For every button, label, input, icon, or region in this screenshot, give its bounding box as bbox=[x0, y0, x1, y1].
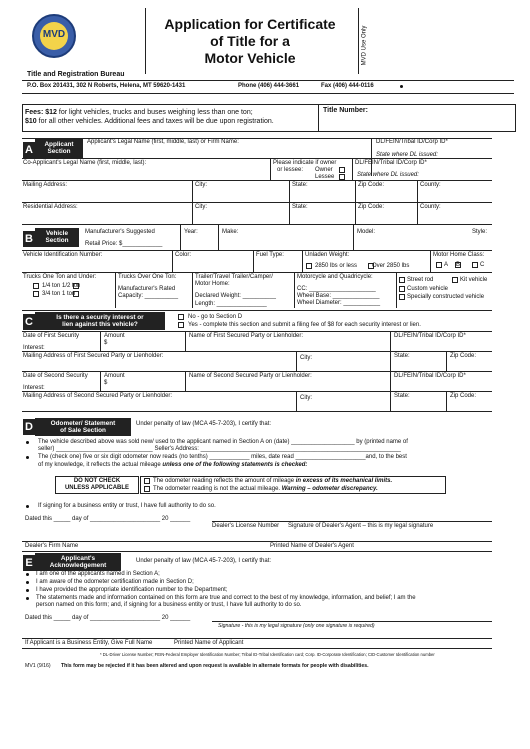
mvd-seal bbox=[32, 14, 76, 58]
title-number-label: Title Number: bbox=[323, 107, 368, 114]
first-lienholder-city-field[interactable]: City: bbox=[300, 355, 312, 361]
mailing-address-field[interactable]: Mailing Address: bbox=[23, 182, 68, 188]
business-authority-d: If signing for a business entity or trust, I have full authority to do so. bbox=[38, 503, 216, 509]
applicant-dated-field[interactable]: Dated this _____ day of _____________________ 20 ______ bbox=[25, 615, 191, 621]
first-lienholder-name-field[interactable]: Name of First Secured Party or Lienholder: bbox=[189, 333, 304, 339]
section-d-letter: D bbox=[23, 419, 35, 435]
color-field[interactable]: Color: bbox=[175, 252, 192, 258]
bureau-phone: Phone (406) 444-3661 bbox=[238, 83, 300, 89]
make-field[interactable]: Make: bbox=[222, 229, 239, 235]
wheel-base-field[interactable]: Wheel Base: ______________ bbox=[297, 293, 380, 299]
state-dl-issued-field[interactable]: State where DL issued: bbox=[376, 152, 438, 158]
lien-yes-checkbox[interactable] bbox=[178, 322, 184, 328]
year-field[interactable]: Year: bbox=[184, 229, 198, 235]
mailing-zip-field[interactable]: Zip Code: bbox=[358, 182, 385, 188]
section-b-label: Vehicle Section bbox=[35, 228, 79, 247]
section-a-label: Applicant Section bbox=[35, 139, 83, 158]
co-state-dl-field[interactable]: State where DL issued: bbox=[357, 172, 419, 178]
class-a-checkbox[interactable] bbox=[436, 262, 442, 268]
cc-field[interactable]: CC: ____________________ bbox=[297, 286, 376, 292]
second-lienholder-mail-field[interactable]: Mailing Address of Second Secured Party or Lienholder: bbox=[23, 393, 173, 399]
fees-line-2: $10 for all other vehicles. Additional fees and taxes will be due upon registration. bbox=[25, 118, 274, 125]
second-lienholder-dl-field[interactable]: DL/FEIN/Tribal ID/Corp ID* bbox=[394, 373, 466, 379]
unladen-weight-label: Unladen Weight: bbox=[305, 252, 350, 258]
section-d-perjury: Under penalty of law (MCA 45-7-203), I certify that: bbox=[136, 421, 272, 427]
not-actual-mileage-checkbox[interactable] bbox=[144, 486, 150, 492]
first-lienholder-dl-field[interactable]: DL/FEIN/Tribal ID/Corp ID* bbox=[394, 333, 466, 339]
trucks-one-ton-label: Trucks One Ton and Under: bbox=[23, 274, 97, 280]
lessee-label: Lessee bbox=[315, 174, 335, 180]
residential-state-field[interactable]: State: bbox=[292, 204, 308, 210]
msrp-label: Manufacturer's Suggested bbox=[85, 229, 155, 235]
motorcycle-label: Motorcycle and Quadricycle: bbox=[297, 274, 373, 280]
bureau-name: Title and Registration Bureau bbox=[27, 71, 125, 78]
ack-item-2: I am aware of the odometer certification made in Section D; bbox=[36, 579, 194, 585]
co-applicant-name-field[interactable]: Co-Applicant's Legal Name (first, middle, last): bbox=[23, 160, 147, 166]
applicant-legal-name-field[interactable]: Applicant's Legal Name (first, middle, last) or Firm Name: bbox=[87, 139, 239, 145]
first-amount-field[interactable]: Amount bbox=[104, 333, 125, 339]
section-d-label: Odometer/ Statement of Sale Section bbox=[35, 418, 131, 436]
residential-county-field[interactable]: County: bbox=[420, 204, 441, 210]
custom-vehicle-checkbox[interactable] bbox=[399, 286, 405, 292]
mailing-state-field[interactable]: State: bbox=[292, 182, 308, 188]
section-b-letter: B bbox=[23, 231, 35, 247]
bureau-address: P.O. Box 201431, 302 N Roberts, Helena, MT 59620-1431 bbox=[27, 83, 186, 89]
length-field[interactable]: Length: _______________ bbox=[195, 301, 267, 307]
excess-mileage-label: The odometer reading reflects the amount of mileage in excess of its mechanical limits. bbox=[153, 478, 393, 484]
form-title: Application for Certificate of Title for a Motor Vehicle bbox=[164, 16, 336, 66]
mvd-use-only: MVD Use Only bbox=[361, 25, 368, 66]
wheel-diameter-field[interactable]: Wheel Diameter: ___________ bbox=[297, 300, 381, 306]
not-actual-mileage-label: The odometer reading is not the actual mileage. Warning – odometer discrepancy. bbox=[153, 486, 378, 492]
residential-zip-field[interactable]: Zip Code: bbox=[358, 204, 385, 210]
dealer-license-label: Dealer's License Number bbox=[212, 523, 280, 529]
sale-statement-line-1: The vehicle described above was sold new/ used to the applicant named in Section A on (date) ___________________ by (printed name of bbox=[38, 439, 408, 445]
applicant-signature-label: Signature - this is my legal signature (only one signature is required) bbox=[218, 623, 375, 629]
section-e-label: Applicant's Acknowledgement bbox=[35, 553, 121, 571]
ack-item-4-cont: person named on this form; and, if signing for a business entity or trust, I have full authority to do so. bbox=[36, 602, 302, 608]
declared-weight-field[interactable]: Declared Weight: __________ bbox=[195, 293, 276, 299]
first-lienholder-state-field[interactable]: State: bbox=[394, 353, 410, 359]
first-lienholder-mail-field[interactable]: Mailing Address of First Secured Party or Lienholder: bbox=[23, 353, 164, 359]
class-b-checkbox[interactable]: B bbox=[456, 262, 461, 268]
dealer-signature-label: Signature of Dealer's Agent – this is my legal signature bbox=[288, 523, 434, 529]
applicant-printed-label: Printed Name of Applicant bbox=[174, 640, 244, 646]
mailing-city-field[interactable]: City: bbox=[195, 182, 207, 188]
ack-item-1: I am one of the applicants named in Section A; bbox=[36, 571, 160, 577]
retail-price-field[interactable]: Retail Price: $____________ bbox=[85, 241, 163, 247]
second-lienholder-name-field[interactable]: Name of Second Secured Party or Lienholder: bbox=[189, 373, 312, 379]
ack-item-4: The statements made and information contained on this form are true and correct to the best of my knowledge, information, and belief; I am the bbox=[36, 595, 416, 601]
model-field[interactable]: Model: bbox=[357, 229, 376, 235]
section-a-letter: A bbox=[23, 142, 35, 158]
co-applicant-dl-field[interactable]: DL/FEIN/Tribal ID/Corp ID* bbox=[355, 160, 427, 166]
seller-fields[interactable]: seller) _____________________________ Seller's Address: ____________________________________________________________ bbox=[38, 446, 401, 452]
section-e-perjury: Under penalty of law (MCA 45-7-203), I certify that: bbox=[136, 558, 272, 564]
street-rod-checkbox[interactable] bbox=[399, 277, 405, 283]
second-lienholder-city-field[interactable]: City: bbox=[300, 395, 312, 401]
first-lienholder-zip-field[interactable]: Zip Code: bbox=[450, 353, 477, 359]
odometer-statement-line-2: of my knowledge, it reflects the actual mileage unless one of the following statements is checked: bbox=[38, 462, 308, 468]
excess-mileage-checkbox[interactable] bbox=[144, 478, 150, 484]
ton-three-quarter-checkbox[interactable] bbox=[33, 291, 39, 297]
ack-item-3: I have provided the appropriate identification number to the Department; bbox=[36, 587, 228, 593]
bureau-fax: Fax (406) 444-0116 bbox=[321, 83, 374, 89]
dealer-dated-field[interactable]: Dated this _____ day of _____________________ 20 ______ bbox=[25, 516, 191, 522]
kit-vehicle-checkbox[interactable] bbox=[452, 277, 458, 283]
owner-checkbox[interactable] bbox=[339, 167, 345, 173]
capacity-field[interactable]: Capacity: __________ bbox=[118, 293, 179, 299]
second-amount-field[interactable]: Amount bbox=[104, 373, 125, 379]
style-field[interactable]: Style: bbox=[472, 229, 488, 235]
class-c-checkbox[interactable] bbox=[472, 262, 478, 268]
fees-line-1: Fees: $12 for light vehicles, trucks and buses weighing less than one ton; bbox=[25, 109, 253, 116]
section-c-letter: C bbox=[23, 314, 35, 330]
odometer-reading-line[interactable]: The (check one) five or six digit odometer now reads (no tenths) ____________ miles, date read _____________________and, to the best bbox=[38, 454, 407, 460]
weight-2850-less-checkbox[interactable] bbox=[306, 263, 312, 269]
fuel-type-field[interactable]: Fuel Type: bbox=[256, 252, 284, 258]
lien-no-checkbox[interactable] bbox=[178, 314, 184, 320]
residential-city-field[interactable]: City: bbox=[195, 204, 207, 210]
trailer-label: Trailer/Travel Trailer/Camper/ bbox=[195, 274, 273, 280]
applicant-dl-field[interactable]: DL/FEIN/Tribal ID/Corp ID* bbox=[376, 139, 448, 145]
specially-constructed-checkbox[interactable] bbox=[399, 294, 405, 300]
business-entity-label: If Applicant is a Business Entity, Give Full Name bbox=[25, 640, 153, 646]
first-security-date-field[interactable]: Date of First Security bbox=[23, 333, 80, 339]
footnote: * DL-Driver License Number; FEIN-Federal Employer Identification Number; Tribal ID-Tribal Identification card; Corp. ID-Corporate Identification; CID-Customer Identification number bbox=[100, 652, 435, 657]
owner-lessee-question: Please indicate if owner bbox=[273, 160, 337, 166]
section-c-label: Is there a security interest or lien against this vehicle? bbox=[35, 312, 165, 330]
dealer-agent-printed-label: Printed Name of Dealer's Agent bbox=[270, 543, 354, 549]
dealer-firm-name-label: Dealer's Firm Name bbox=[25, 543, 79, 549]
residential-address-field[interactable]: Residential Address: bbox=[23, 204, 78, 210]
second-security-date-field[interactable]: Date of Second Security bbox=[23, 373, 88, 379]
form-number: MV1 (9/16) bbox=[25, 663, 51, 669]
second-lienholder-state-field[interactable]: State: bbox=[394, 393, 410, 399]
section-e-letter: E bbox=[23, 555, 35, 571]
footer-warning: This form may be rejected if it has been altered and upon request is available in alternate formats for people with disabilities. bbox=[61, 663, 369, 669]
trucks-over-label: Trucks Over One Ton: bbox=[118, 274, 177, 280]
mailing-county-field[interactable]: County: bbox=[420, 182, 441, 188]
vin-field[interactable]: Vehicle Identification Number: bbox=[23, 252, 103, 258]
do-not-check-box: DO NOT CHECK UNLESS APPLICABLE bbox=[55, 476, 139, 494]
ton-quarter-checkbox[interactable] bbox=[33, 283, 39, 289]
motor-home-class-label: Motor Home Class: bbox=[433, 252, 485, 258]
owner-label: Owner bbox=[315, 167, 333, 173]
seal-text: MVD bbox=[42, 29, 66, 40]
second-lienholder-zip-field[interactable]: Zip Code: bbox=[450, 393, 477, 399]
